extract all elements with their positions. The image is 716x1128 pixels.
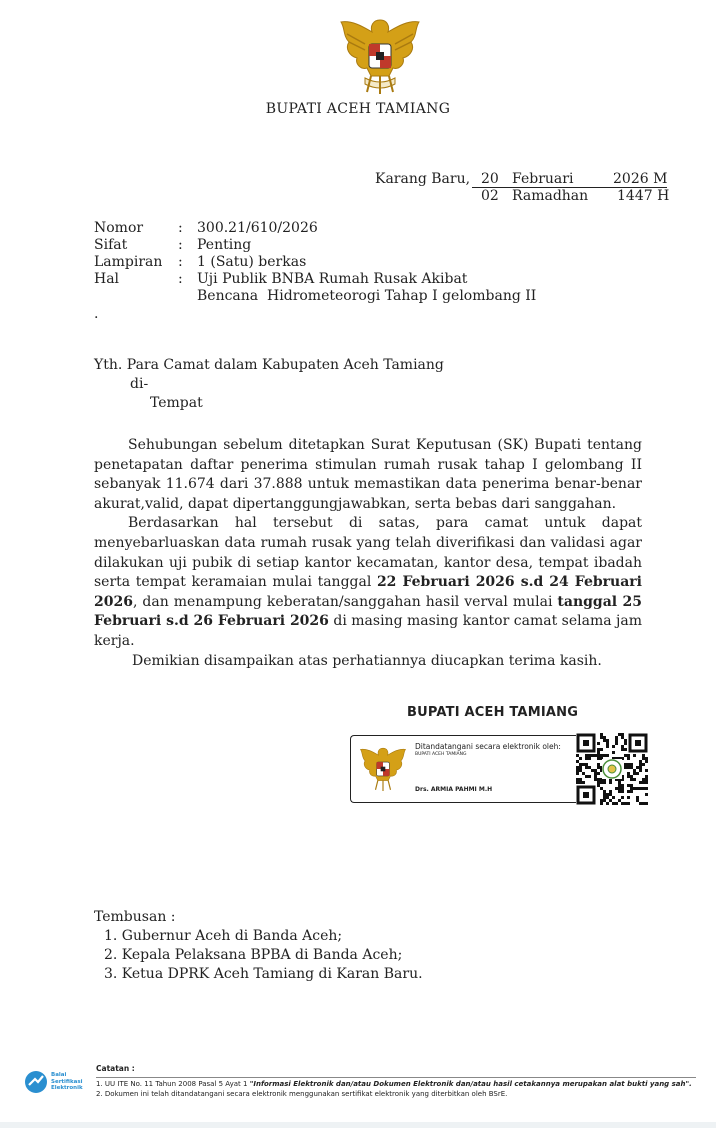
qr-module [642, 763, 645, 766]
bsre-logo [24, 1070, 83, 1094]
qr-module [645, 757, 648, 760]
qr-module [645, 781, 648, 784]
qr-module [603, 754, 606, 757]
closing-paragraph: Demikian disampaikan atas perhatiannya diucapkan terima kasih. [132, 652, 602, 669]
qr-module [621, 733, 624, 736]
qr-module [579, 778, 582, 781]
qr-module [603, 739, 606, 742]
qr-module [630, 763, 633, 766]
qr-module [642, 781, 645, 784]
qr-module [591, 769, 594, 772]
qr-module [576, 772, 579, 775]
footer-note-1 [96, 1079, 692, 1089]
qr-module [597, 742, 600, 745]
qr-module [627, 802, 630, 805]
signature-title: BUPATI ACEH TAMIANG [407, 705, 579, 720]
qr-module [639, 787, 642, 790]
qr-module [636, 772, 639, 775]
qr-module [600, 802, 603, 805]
qr-module [582, 781, 585, 784]
recipient-tempat: Tempat [150, 395, 203, 411]
footer-note-2: 2. Dokumen ini telah ditandatangani secara elektronik menggunakan sertifikat elektronik yang diterbitkan oleh BSrE. [96, 1090, 508, 1098]
qr-module [615, 736, 618, 739]
qr-module [576, 760, 579, 763]
qr-module [597, 781, 600, 784]
qr-module [639, 769, 642, 772]
qr-module [588, 757, 591, 760]
qr-module [606, 745, 609, 748]
qr-module [624, 802, 627, 805]
note-text: 1. UU ITE No. 11 Tahun 2008 Pasal 5 Ayat 1 [96, 1080, 250, 1088]
catatan-label: Catatan : [96, 1064, 135, 1073]
qr-module [639, 763, 642, 766]
date-day: 20 [481, 171, 499, 187]
qr-module [600, 733, 603, 736]
qr-module [633, 778, 636, 781]
qr-module [621, 745, 624, 748]
qr-module [588, 766, 591, 769]
qr-module [621, 784, 624, 787]
signed-by-office: BUPATI ACEH TAMIANG [415, 752, 467, 757]
qr-module [597, 784, 600, 787]
qr-module [636, 766, 639, 769]
tembusan-item: 2. Kepala Pelaksana BPBA di Banda Aceh; [104, 947, 403, 963]
meta-value: Penting [197, 237, 252, 253]
qr-module [618, 790, 621, 793]
qr-module [594, 778, 597, 781]
qr-module [579, 757, 582, 760]
qr-module [645, 775, 648, 778]
qr-module [603, 799, 606, 802]
qr-module [606, 793, 609, 796]
recipient-di: di- [130, 376, 149, 392]
hijri-month: Ramadhan [512, 188, 589, 204]
qr-module [624, 742, 627, 745]
signed-by-label: Ditandatangani secara elektronik oleh: [415, 742, 561, 751]
qr-module [618, 787, 621, 790]
qr-module [627, 775, 630, 778]
qr-module [624, 763, 627, 766]
bsre-logo-text: Elektronik [51, 1085, 83, 1092]
qr-module [621, 787, 624, 790]
qr-module [615, 742, 618, 745]
body-paragraph-1: Sehubungan sebelum ditetapkan Surat Keputusan (SK) Bupati tentang penetapatan daftar penerima stimulan rumah rusak tahap I gelombang II sebanyak 11.674 dari 37.888 untuk memastikan data penerima benar-benar akurat,valid, dapat dipertanggungjawabkan, serta bebas dari sanggahan. [94, 437, 642, 512]
stray-dot: . [94, 306, 99, 322]
qr-module [630, 778, 633, 781]
qr-module [576, 766, 579, 769]
qr-module [645, 787, 648, 790]
qr-module [645, 793, 648, 796]
meta-colon: : [178, 220, 183, 236]
qr-module [576, 781, 579, 784]
bottom-band [0, 1122, 716, 1128]
qr-module [618, 784, 621, 787]
qr-module [636, 787, 639, 790]
qr-module [633, 769, 636, 772]
qr-module [597, 766, 600, 769]
e-signature-box [350, 735, 576, 803]
qr-module [615, 739, 618, 742]
qr-module [606, 754, 609, 757]
p2-bold-date: tanggal 25 Februari s.d 26 Februari 2026 [94, 593, 642, 630]
qr-module [621, 736, 624, 739]
tembusan-item: 3. Ketua DPRK Aceh Tamiang di Karan Baru. [104, 966, 423, 982]
qr-module [642, 757, 645, 760]
qr-module [609, 790, 612, 793]
letterhead-title: BUPATI ACEH TAMIANG [265, 101, 451, 117]
qr-module [624, 766, 627, 769]
recipient-address [94, 356, 444, 413]
meta-row-lampiran [94, 254, 557, 271]
qr-module [630, 787, 633, 790]
bsre-logo-text: Balai [51, 1072, 67, 1079]
footer-notes [96, 1064, 692, 1099]
qr-module [597, 757, 600, 760]
qr-module [588, 754, 591, 757]
qr-module [594, 772, 597, 775]
qr-module [600, 781, 603, 784]
qr-module [606, 796, 609, 799]
qr-module [630, 766, 633, 769]
qr-module [618, 733, 621, 736]
date-month: Februari [512, 171, 574, 187]
qr-module [609, 799, 612, 802]
qr-module [627, 757, 630, 760]
meta-label: Sifat [94, 237, 128, 253]
qr-module [576, 754, 579, 757]
qr-module [594, 754, 597, 757]
qr-module [645, 769, 648, 772]
qr-module [594, 775, 597, 778]
qr-module [621, 748, 624, 751]
p2-bold-date: 22 Februari 2026 s.d 24 Februari 2026 [94, 574, 642, 610]
p2-text: di masing masing kantor camat selama jam kerja. [94, 613, 642, 649]
meta-value: 300.21/610/2026 [197, 220, 318, 236]
meta-label: Lampiran [94, 254, 163, 270]
qr-module [612, 745, 615, 748]
qr-module [588, 775, 591, 778]
qr-module [633, 754, 636, 757]
qr-module [627, 772, 630, 775]
meta-label: Hal [94, 271, 120, 287]
meta-value: 1 (Satu) berkas [197, 254, 307, 270]
qr-module [597, 778, 600, 781]
qr-module [603, 781, 606, 784]
qr-module [600, 748, 603, 751]
qr-module [645, 778, 648, 781]
qr-module [609, 793, 612, 796]
qr-module [621, 796, 624, 799]
qr-module [639, 760, 642, 763]
qr-module [603, 796, 606, 799]
qr-module [627, 790, 630, 793]
qr-module [585, 766, 588, 769]
date-year: 2026 M [613, 171, 668, 187]
qr-module [582, 772, 585, 775]
meta-value-subject [197, 271, 557, 305]
tembusan-item: 1. Gubernur Aceh di Banda Aceh; [104, 928, 343, 944]
tembusan-title: Tembusan : [94, 909, 176, 925]
qr-module [579, 781, 582, 784]
qr-module [627, 754, 630, 757]
qr-module [633, 787, 636, 790]
qr-module [642, 778, 645, 781]
qr-module [576, 778, 579, 781]
bsre-logo-icon [24, 1070, 48, 1094]
qr-module [639, 781, 642, 784]
qr-module [630, 784, 633, 787]
qr-module [624, 739, 627, 742]
qr-module [603, 736, 606, 739]
qr-module [627, 766, 630, 769]
qr-module [606, 739, 609, 742]
qr-module [603, 790, 606, 793]
qr-module [615, 802, 618, 805]
qr-module [585, 763, 588, 766]
p2-text: Berdasarkan hal tersebut di satas, para camat untuk dapat menyebarluaskan data rumah rusak yang telah diverifikasi dan validasi agar dilakukan uji pubik di setiap kantor kecamatan, kantor desa, tempat ibadah serta tempat keramaian mulai tanggal [94, 515, 642, 591]
p2-text: , dan menampung keberatan/sanggahan hasil verval mulai [132, 593, 558, 610]
meta-label: Nomor [94, 220, 144, 236]
qr-module [600, 736, 603, 739]
qr-module [579, 769, 582, 772]
qr-module [576, 769, 579, 772]
subject-line-2: Bencana Hidrometeorogi Tahap I gelombang II [197, 288, 537, 304]
letter-body [94, 436, 642, 671]
qr-module [606, 802, 609, 805]
qr-module [579, 766, 582, 769]
meta-row-sifat [94, 237, 557, 254]
qr-module [600, 754, 603, 757]
meta-row-hal [94, 271, 557, 305]
qr-module [600, 787, 603, 790]
letter-meta [94, 220, 557, 305]
hijri-day: 02 [481, 188, 499, 204]
qr-module [597, 748, 600, 751]
qr-code-icon[interactable] [576, 733, 648, 805]
qr-module [621, 790, 624, 793]
qr-module [642, 787, 645, 790]
meta-colon: : [178, 254, 183, 270]
qr-module [636, 796, 639, 799]
signer-name: Drs. ARMIA PAHMI M.H [415, 786, 493, 793]
qr-module [618, 799, 621, 802]
qr-module [594, 769, 597, 772]
qr-module [597, 772, 600, 775]
qr-module [630, 775, 633, 778]
qr-module [585, 754, 588, 757]
qr-module [618, 781, 621, 784]
qr-module [642, 802, 645, 805]
qr-module [627, 784, 630, 787]
qr-module [615, 787, 618, 790]
qr-module [627, 796, 630, 799]
qr-module [603, 793, 606, 796]
qr-module [639, 802, 642, 805]
qr-module [621, 802, 624, 805]
qr-module [624, 754, 627, 757]
qr-module [612, 802, 615, 805]
qr-module [645, 760, 648, 763]
meta-colon: : [178, 237, 183, 253]
qr-module [582, 763, 585, 766]
qr-module [642, 754, 645, 757]
garuda-emblem-icon [335, 14, 425, 98]
qr-module [597, 751, 600, 754]
bsre-logo-text: Sertifikasi [51, 1078, 83, 1085]
qr-module [639, 766, 642, 769]
qr-module [624, 748, 627, 751]
qr-module [597, 754, 600, 757]
qr-module [591, 754, 594, 757]
qr-module [612, 751, 615, 754]
qr-module [585, 775, 588, 778]
tembusan-section [94, 908, 423, 984]
qr-module [612, 796, 615, 799]
body-paragraph-2 [94, 514, 642, 651]
qr-module [645, 802, 648, 805]
garuda-emblem-icon [357, 740, 409, 798]
qr-module [600, 799, 603, 802]
qr-module [627, 763, 630, 766]
qr-module [579, 763, 582, 766]
note-quote: "Informasi Elektronik dan/atau Dokumen Elektronik dan/atau hasil cetakannya merupakan alat bukti yang sah". [249, 1080, 692, 1088]
meta-colon: : [178, 271, 183, 287]
qr-module [585, 757, 588, 760]
qr-module [630, 790, 633, 793]
subject-line-1: Uji Publik BNBA Rumah Rusak Akibat [197, 271, 468, 287]
date-place: Karang Baru, [375, 171, 471, 187]
meta-row-nomor [94, 220, 557, 237]
hijri-year: 1447 H [617, 188, 670, 204]
qr-module [606, 742, 609, 745]
qr-module [609, 781, 612, 784]
qr-module [636, 799, 639, 802]
qr-module [633, 772, 636, 775]
recipient-line: Yth. Para Camat dalam Kabupaten Aceh Tamiang [94, 357, 444, 373]
qr-module [597, 763, 600, 766]
